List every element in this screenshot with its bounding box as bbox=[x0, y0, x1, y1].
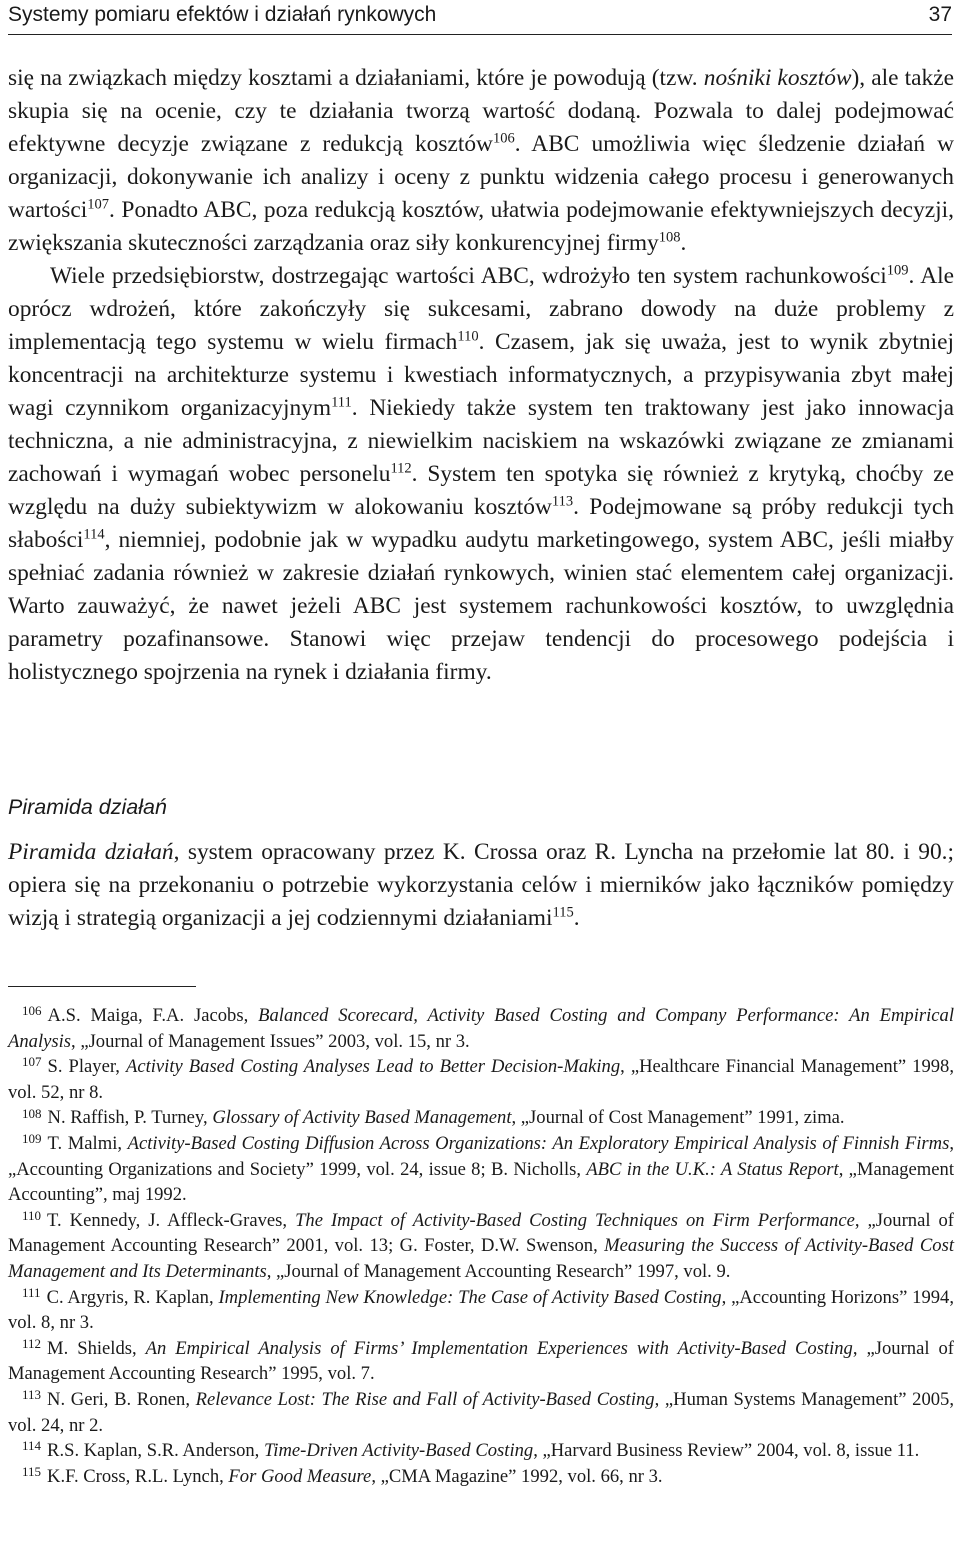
footnote-ref-115[interactable]: 115 bbox=[552, 904, 574, 921]
footnote-number: 110 bbox=[22, 1207, 42, 1223]
fn-text: , „Human Systems Management” 2005, vol. 24, nr 2. bbox=[8, 1388, 954, 1436]
fn-title: An Empirical Analysis of Firms’ Implementation Experiences with Activity-Based Costing bbox=[145, 1337, 853, 1359]
fn-text: M. Shields, bbox=[47, 1337, 146, 1359]
footnote-ref-110[interactable]: 110 bbox=[457, 328, 479, 345]
fn-title: Balanced Scorecard, Activity Based Costing and Company Performance: An Empirical Analysis bbox=[8, 1005, 955, 1052]
footnote-number: 114 bbox=[22, 1438, 42, 1454]
footnote-ref-106[interactable]: 106 bbox=[492, 130, 515, 147]
footnote-number: 106 bbox=[22, 1003, 42, 1019]
footnote bbox=[8, 1285, 954, 1336]
fn-text: R.S. Kaplan, S.R. Anderson, bbox=[47, 1440, 264, 1462]
paragraph-1 bbox=[8, 62, 954, 260]
fn-title: Measuring the Success of Activity-Based Cost Management and Its Determinants bbox=[8, 1235, 954, 1282]
fn-text: A.S. Maiga, F.A. Jacobs, bbox=[47, 1005, 259, 1026]
footnote bbox=[8, 1336, 954, 1387]
fn-text: , „Journal of Management Accounting Research” 1997, vol. 9. bbox=[266, 1260, 731, 1282]
fn-title: The Impact of Activity-Based Costing Techniques on Firm Performance bbox=[295, 1209, 855, 1231]
fn-text: N. Geri, B. Ronen, bbox=[47, 1388, 196, 1410]
text-run: . Ponadto ABC, poza redukcją kosztów, ułatwia podejmowanie efektywniejszych decyzji, zwiększania skuteczności zarządzania oraz siły konkurencyjnej firmy bbox=[8, 197, 954, 256]
fn-text: , „Healthcare Financial Management” 1998, vol. 52, nr 8. bbox=[8, 1056, 955, 1103]
text-run: , system opracowany przez K. Crossa oraz R. Lyncha na przełomie lat 80. i 90.; opiera się na przekonaniu o potrzebie wykorzystania celów i mierników jako łączników pomiędzy wizją i strategią organizacji a jej codziennymi działaniami bbox=[8, 839, 954, 931]
running-head-title: Systemy pomiaru efektów i działań rynkowych bbox=[8, 3, 437, 26]
footnote-ref-107[interactable]: 107 bbox=[87, 196, 109, 213]
footnote-number: 113 bbox=[22, 1387, 42, 1403]
footnote-ref-108[interactable]: 108 bbox=[658, 229, 681, 246]
fn-text: , „CMA Magazine” 1992, vol. 66, nr 3. bbox=[371, 1465, 663, 1487]
text-run: . bbox=[680, 230, 687, 256]
text-run: się na związkach między kosztami a działaniami, które je powodują (tzw. bbox=[8, 65, 704, 91]
footnotes bbox=[8, 1003, 954, 1489]
footnote bbox=[8, 1438, 954, 1464]
text-run: . Podejmowane są próby redukcji tych słabości bbox=[8, 494, 954, 553]
paragraph-2 bbox=[8, 260, 954, 689]
footnote bbox=[8, 1464, 954, 1490]
footnote bbox=[8, 1105, 954, 1131]
fn-text: N. Raffish, P. Turney, bbox=[47, 1107, 213, 1129]
section-heading: Piramida działań bbox=[8, 795, 167, 819]
text-run: . Czasem, jak się uważa, jest to wynik zbytniej koncentracji na architekturze systemu i kwestiach informatycznych, a przypisywania zbyt małej wagi czynnikom organizacyjnym bbox=[8, 329, 954, 421]
running-header bbox=[8, 0, 952, 35]
text-run: ), ale także skupia się na ocenie, czy te działania tworzą wartość dodaną. Pozwala to dalej podejmować efektywne decyzje związane z redukcją kosztów bbox=[8, 65, 954, 157]
fn-title: Activity Based Costing Analyses Lead to Better Decision-Making bbox=[125, 1056, 621, 1078]
text-run: . System ten spotyka się również z krytyką, choćby ze względu na duży subiektywizm w alokowaniu kosztów bbox=[8, 461, 954, 520]
footnote-number: 111 bbox=[22, 1284, 41, 1300]
fn-text: , „Harvard Business Review” 2004, vol. 8, issue 11. bbox=[533, 1440, 920, 1462]
footnote-ref-112[interactable]: 112 bbox=[390, 460, 412, 477]
fn-text: , „Accounting Organizations and Society” 1999, vol. 24, issue 8; B. Nicholls, bbox=[8, 1132, 954, 1180]
fn-title: Implementing New Knowledge: The Case of Activity Based Costing bbox=[218, 1286, 722, 1308]
text-run: . Ale oprócz wdrożeń, które zakończyły się sukcesami, zabrano dowody na duże problemy z implementacją tego systemu w wielu firmach bbox=[8, 263, 954, 355]
footnote bbox=[8, 1208, 954, 1285]
fn-title: Glossary of Activity Based Management bbox=[212, 1107, 512, 1129]
fn-text: , „Accounting Horizons” 1994, vol. 8, nr 3. bbox=[8, 1286, 954, 1334]
footnote-number: 109 bbox=[22, 1131, 42, 1147]
footnote-number: 108 bbox=[22, 1105, 42, 1121]
footnote-ref-114[interactable]: 114 bbox=[83, 526, 105, 543]
text-run: . Niekiedy także system ten traktowany jest jako innowacja techniczna, a nie administracyjna, z niewielkim naciskiem na wskazówki związane ze zmianami zachowań i wymagań wobec personelu bbox=[8, 395, 954, 487]
fn-title: Time-Driven Activity-Based Costing bbox=[263, 1440, 534, 1462]
fn-title: For Good Measure bbox=[228, 1465, 372, 1487]
footnote-divider bbox=[8, 986, 196, 987]
footnote bbox=[8, 1387, 954, 1438]
footnote-number: 115 bbox=[22, 1463, 42, 1479]
footnote-number: 112 bbox=[22, 1335, 42, 1351]
fn-title: Relevance Lost: The Rise and Fall of Activity-Based Costing bbox=[195, 1388, 655, 1410]
fn-text: T. Kennedy, J. Affleck-Graves, bbox=[47, 1209, 296, 1231]
footnote bbox=[8, 1131, 954, 1208]
italic-term: nośniki kosztów bbox=[703, 65, 852, 91]
text-run: Wiele przedsiębiorstw, dostrzegając wartości ABC, wdrożyło ten system rachunkowości bbox=[50, 263, 887, 289]
fn-text: S. Player, bbox=[47, 1056, 126, 1078]
fn-title: Activity-Based Costing Diffusion Across Organizations: An Exploratory Empirical Analysis of Finnish Firms bbox=[127, 1132, 950, 1154]
text-run: . ABC umożliwia więc śledzenie działań w organizacji, dokonywanie ich analizy i oceny z punktu widzenia całego procesu i generowanych wartości bbox=[8, 131, 954, 223]
fn-text: T. Malmi, bbox=[47, 1132, 128, 1154]
fn-text: , „Journal of Management Issues” 2003, vol. 15, nr 3. bbox=[71, 1030, 470, 1052]
text-run: . bbox=[573, 905, 580, 931]
section-paragraph bbox=[8, 836, 954, 935]
fn-title: ABC in the U.K.: A Status Report bbox=[586, 1158, 839, 1180]
fn-text: C. Argyris, R. Kaplan, bbox=[46, 1286, 219, 1308]
footnote bbox=[8, 1054, 954, 1105]
footnote-ref-109[interactable]: 109 bbox=[886, 262, 909, 279]
fn-text: K.F. Cross, R.L. Lynch, bbox=[47, 1465, 229, 1487]
fn-text: , „Journal of Cost Management” 1991, zima. bbox=[511, 1107, 845, 1129]
footnote-ref-113[interactable]: 113 bbox=[551, 493, 574, 510]
page-number: 37 bbox=[928, 3, 952, 26]
main-text bbox=[8, 62, 954, 689]
italic-term: Piramida działań bbox=[8, 839, 174, 865]
fn-text: , „Management Accounting”, maj 1992. bbox=[8, 1158, 954, 1206]
footnote bbox=[8, 1003, 954, 1054]
text-run: , niemniej, podobnie jak w wypadku audytu marketingowego, system ABC, jeśli miałby spełniać zadania również w zakresie działań rynkowych, winien stać elementem całej organizacji. Warto zauważyć, że nawet jeżeli ABC jest systemem rachunkowości kosztów, to uwzględnia parametry pozafinansowe. Stanowi więc przejaw tendencji do procesowego podejścia i holistycznego spojrzenia na rynek i działania firmy. bbox=[8, 527, 954, 685]
footnote-number: 107 bbox=[22, 1054, 42, 1070]
fn-text: , „Journal of Management Accounting Research” 1995, vol. 7. bbox=[8, 1337, 954, 1385]
fn-text: , „Journal of Management Accounting Research” 2001, vol. 13; G. Foster, D.W. Swenson, bbox=[8, 1209, 954, 1257]
footnote-ref-111[interactable]: 111 bbox=[331, 394, 352, 411]
